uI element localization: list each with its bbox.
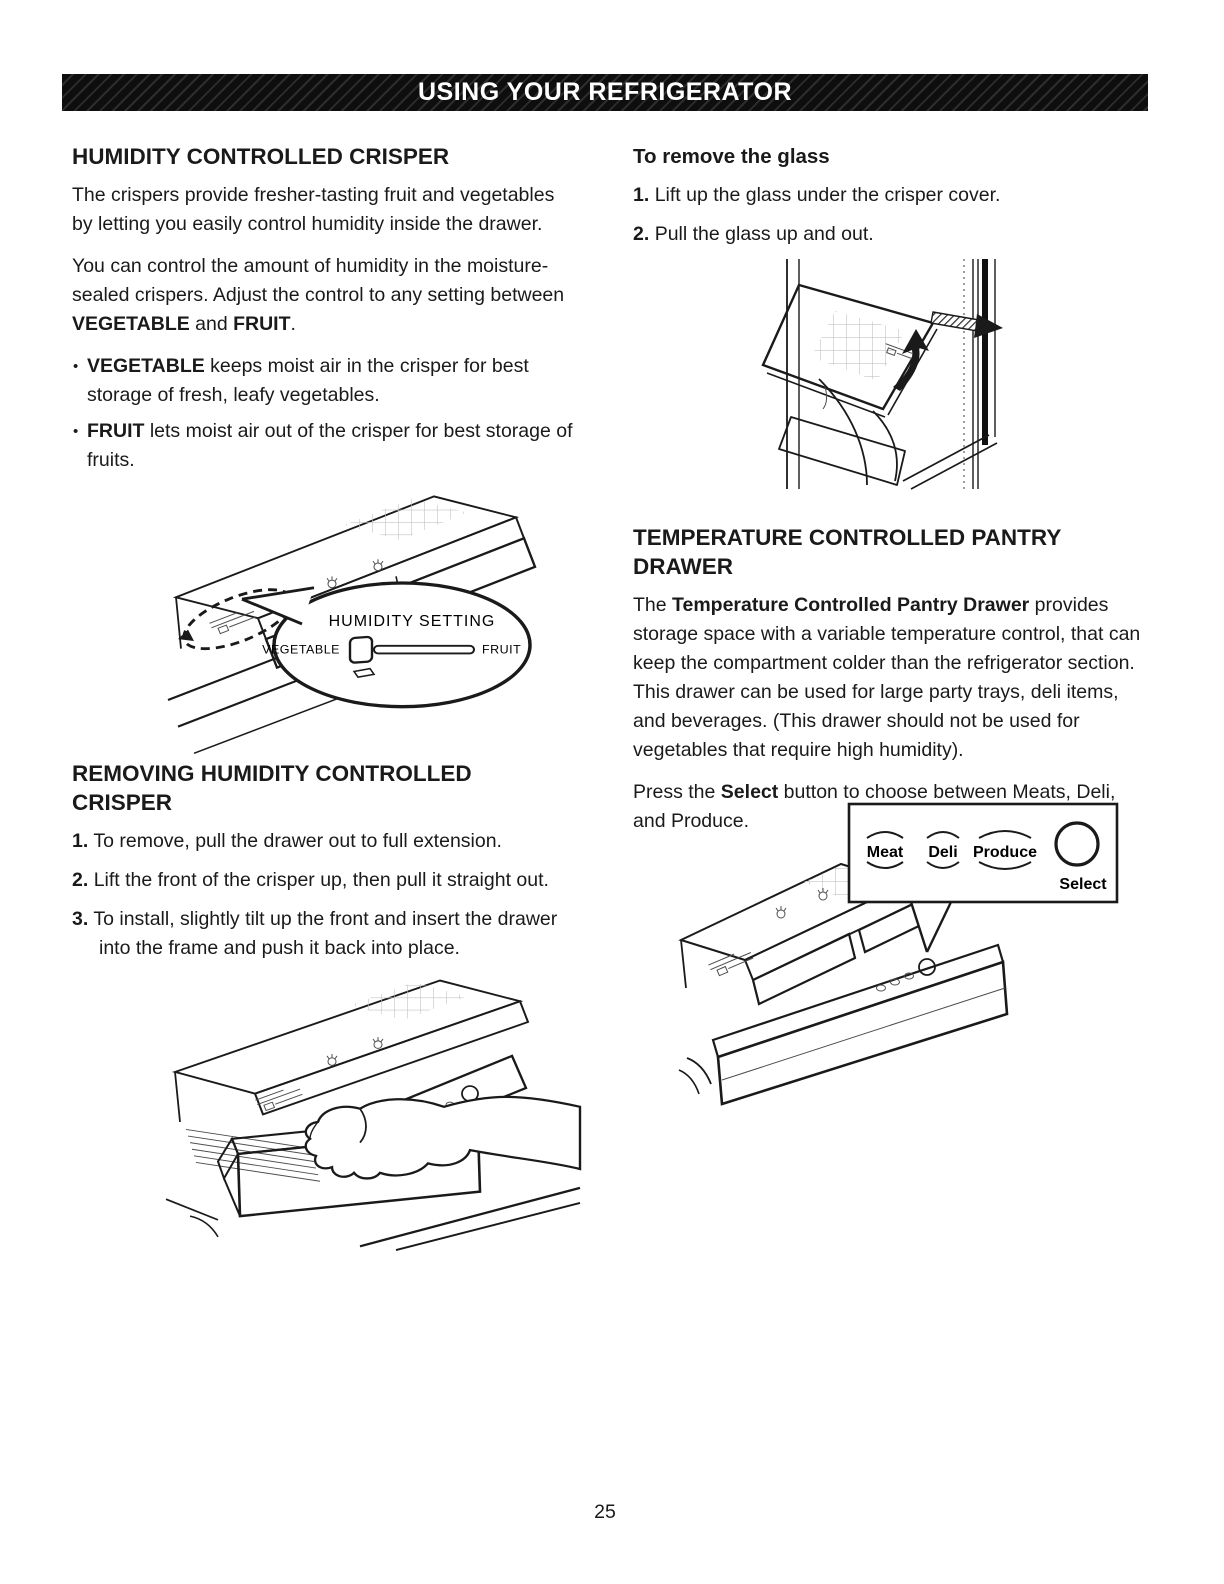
bullet-text: lets moist air out of the crisper for best storage of fruits.	[87, 420, 573, 471]
bold-pantry-drawer: Temperature Controlled Pantry Drawer	[672, 594, 1030, 616]
bold-fruit: FRUIT	[233, 313, 291, 335]
pantry-front	[713, 945, 1007, 1104]
crisper-paragraph-1: The crispers provide fresher-tasting fruit and vegetables by letting you easily control humidity inside the drawer.	[72, 184, 555, 235]
right-column	[633, 142, 1141, 1106]
step-text: Lift up the glass under the crisper cover.	[654, 184, 1001, 206]
callout-title: HUMIDITY SETTING	[328, 613, 496, 630]
step-number: 1.	[633, 184, 650, 206]
bullet-fruit	[72, 417, 576, 475]
produce-label: Produce	[972, 844, 1038, 861]
slider-track	[374, 646, 474, 654]
hand-art	[306, 1097, 580, 1179]
humidity-setting-figure	[164, 485, 584, 759]
pantry-paragraph-1	[633, 591, 1141, 765]
slide-rails	[679, 1058, 711, 1094]
crisper-drawer-art	[166, 981, 580, 1251]
bullet-bold: VEGETABLE	[87, 355, 205, 377]
heading-removing-crisper: REMOVING HUMIDITY CONTROLLED CRISPER	[72, 761, 472, 815]
text-run: You can control the amount of humidity in the moisture-sealed crispers. Adjust the control to any setting between	[72, 255, 565, 306]
glass-step-2	[633, 220, 1141, 249]
floor-lines	[166, 1188, 580, 1250]
step-text: Pull the glass up and out.	[654, 223, 874, 245]
step-text: Lift the front of the crisper up, then pull it straight out.	[93, 869, 549, 891]
slider-knob	[350, 637, 372, 663]
glass-step-1	[633, 181, 1141, 210]
step-number: 1.	[72, 830, 89, 852]
removing-step-1	[72, 827, 576, 856]
text-run: .	[290, 313, 296, 335]
bold-select: Select	[720, 781, 779, 803]
step-text: To install, slightly tilt up the front and insert the drawer into the frame and push it back into place.	[93, 908, 558, 959]
heading-pantry-drawer: TEMPERATURE CONTROLLED PANTRY DRAWER	[633, 525, 1061, 579]
bold-vegetable: VEGETABLE	[72, 313, 190, 335]
text-run: The	[633, 594, 673, 616]
crisper-paragraph-2	[72, 252, 576, 339]
vegetable-label: VEGETABLE	[262, 642, 340, 657]
banner-title: USING YOUR REFRIGERATOR	[417, 78, 793, 106]
fruit-label: FRUIT	[482, 642, 522, 657]
text-run: provides storage space with a variable temperature control, that can keep the compartment colder than the refrigerator section. This drawer can be used for large party trays, deli items, and beverages. (This drawer should not be used for vegetables that require high humidity).	[633, 594, 1141, 761]
bullet-bold: FRUIT	[87, 420, 145, 442]
pantry-drawer-figure	[653, 790, 1139, 1106]
removing-step-2	[72, 866, 576, 895]
select-panel-callout	[849, 804, 1117, 952]
step-number: 2.	[72, 869, 89, 891]
humidity-callout	[242, 583, 530, 707]
heading-remove-glass: To remove the glass	[633, 145, 830, 168]
removing-step-3	[72, 905, 576, 963]
rail-control-dial-icons	[255, 1037, 383, 1112]
section-banner	[62, 74, 1148, 111]
bullet-vegetable	[72, 352, 576, 410]
bullet-marker: •	[73, 423, 79, 440]
text-run: and	[189, 313, 234, 335]
step-number: 3.	[72, 908, 89, 930]
pull-out-arrow	[931, 312, 1003, 338]
text-run: Press the	[633, 781, 721, 803]
page-number: 25	[594, 1501, 616, 1523]
deli-label: Deli	[928, 844, 958, 861]
tilted-glass-shelf	[763, 285, 937, 417]
door-gasket-bar	[982, 259, 988, 445]
rail-control-dial-icons	[708, 888, 828, 978]
step-number: 2.	[633, 223, 650, 245]
select-button	[1056, 823, 1098, 865]
step-text: To remove, pull the drawer out to full extension.	[93, 830, 502, 852]
glass-removal-figure	[755, 259, 1011, 489]
select-label: Select	[1059, 876, 1107, 893]
left-column	[72, 142, 576, 1251]
fridge-frame	[787, 259, 995, 489]
meat-label: Meat	[866, 844, 904, 861]
bullet-text: keeps moist air in the crisper for best storage of fresh, leafy vegetables.	[87, 355, 529, 406]
text-run: button to choose between Meats, Deli, and Produce.	[633, 781, 1116, 832]
crisper-removal-figure	[160, 973, 580, 1251]
heading-humidity-crisper: HUMIDITY CONTROLLED CRISPER	[72, 144, 450, 169]
bullet-marker: •	[73, 358, 79, 375]
